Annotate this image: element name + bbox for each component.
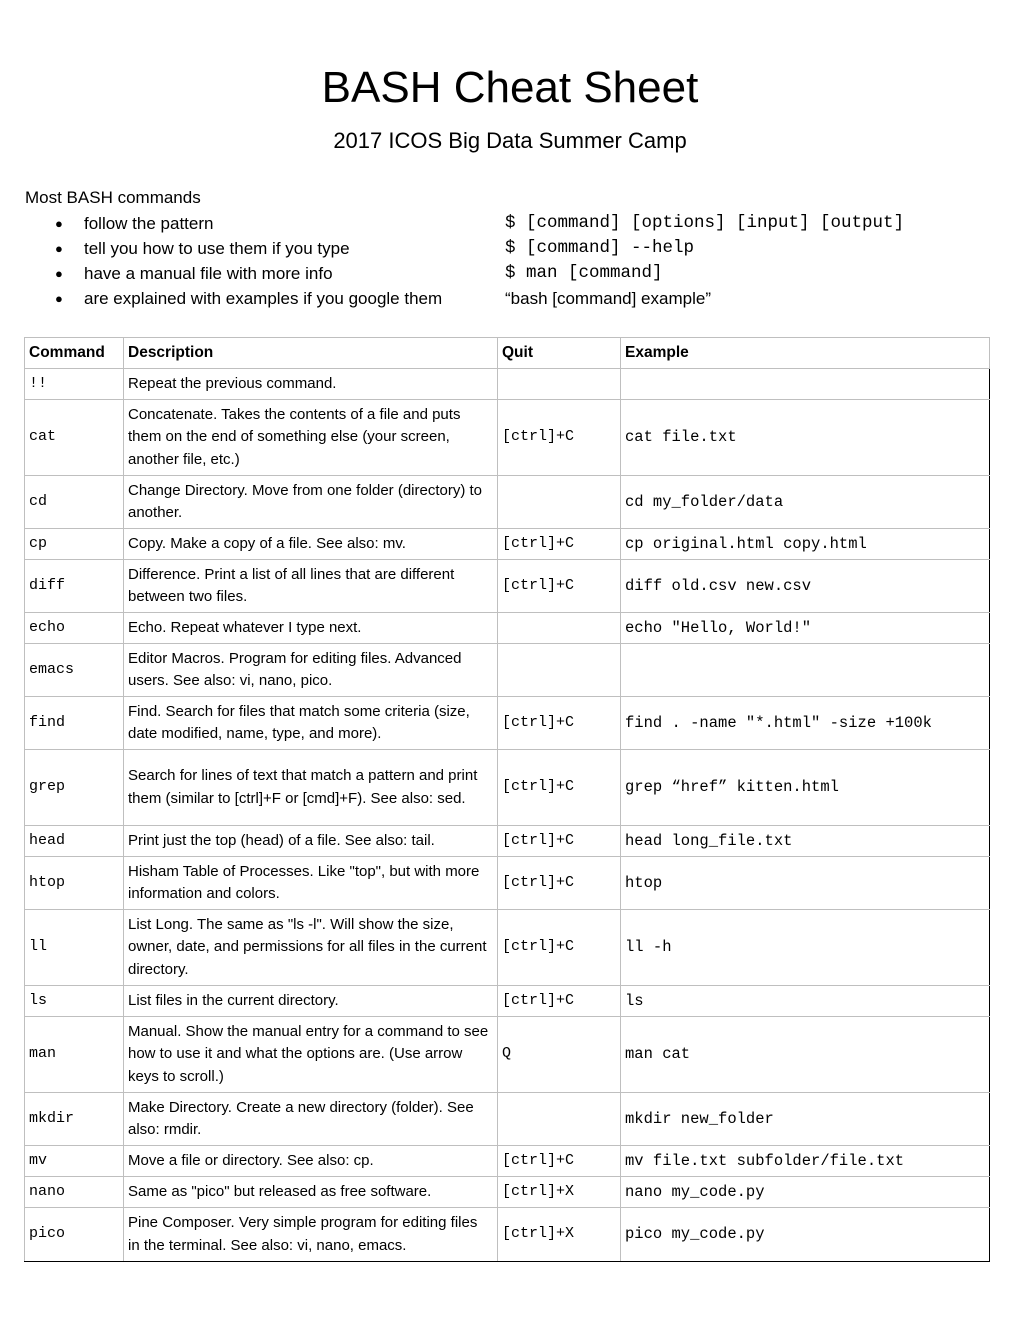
command-cell: nano xyxy=(25,1177,124,1208)
description-cell: Pine Composer. Very simple program for editing files in the terminal. See also: vi, nano, emacs. xyxy=(124,1208,498,1262)
bullet-icon: ● xyxy=(55,216,63,231)
table-row xyxy=(25,529,990,560)
example-cell: ll -h xyxy=(621,910,990,986)
command-cell: !! xyxy=(25,369,124,400)
description-cell: Echo. Repeat whatever I type next. xyxy=(124,613,498,644)
command-cell: pico xyxy=(25,1208,124,1262)
table-row xyxy=(25,857,990,910)
quit-cell xyxy=(498,369,621,400)
quit-cell: Q xyxy=(498,1017,621,1093)
command-cell: diff xyxy=(25,560,124,613)
table-row xyxy=(25,986,990,1017)
intro-item-text: have a manual file with more info xyxy=(84,264,333,283)
example-cell: cd my_folder/data xyxy=(621,476,990,529)
example-cell: echo "Hello, World!" xyxy=(621,613,990,644)
quit-cell: [ctrl]+C xyxy=(498,529,621,560)
command-cell: man xyxy=(25,1017,124,1093)
quit-cell: [ctrl]+X xyxy=(498,1177,621,1208)
intro-item xyxy=(0,211,1020,236)
intro-item-text: follow the pattern xyxy=(84,214,214,233)
example-cell: mkdir new_folder xyxy=(621,1093,990,1146)
description-cell: Move a file or directory. See also: cp. xyxy=(124,1146,498,1177)
command-cell: cat xyxy=(25,400,124,476)
description-cell: Concatenate. Takes the contents of a file and puts them on the end of something else (your screen, another file, etc.) xyxy=(124,400,498,476)
page-title: BASH Cheat Sheet xyxy=(321,63,699,112)
command-cell: mkdir xyxy=(25,1093,124,1146)
command-cell: cd xyxy=(25,476,124,529)
table-row xyxy=(25,910,990,986)
intro-item xyxy=(0,236,1020,261)
example-cell: htop xyxy=(621,857,990,910)
example-cell: diff old.csv new.csv xyxy=(621,560,990,613)
description-cell: Copy. Make a copy of a file. See also: mv. xyxy=(124,529,498,560)
table-row xyxy=(25,1208,990,1262)
description-cell: List files in the current directory. xyxy=(124,986,498,1017)
column-header-description: Description xyxy=(124,338,498,369)
description-cell: List Long. The same as "ls -l". Will show the size, owner, date, and permissions for all files in the current directory. xyxy=(124,910,498,986)
quit-cell: [ctrl]+C xyxy=(498,750,621,826)
quit-cell: [ctrl]+C xyxy=(498,1146,621,1177)
example-cell: cat file.txt xyxy=(621,400,990,476)
table-row xyxy=(25,400,990,476)
command-cell: emacs xyxy=(25,644,124,697)
command-cell: find xyxy=(25,697,124,750)
description-cell: Search for lines of text that match a pattern and print them (similar to [ctrl]+F or [cmd]+F). See also: sed. xyxy=(124,750,498,826)
quit-cell: [ctrl]+C xyxy=(498,986,621,1017)
quit-cell: [ctrl]+C xyxy=(498,560,621,613)
command-cell: cp xyxy=(25,529,124,560)
command-cell: mv xyxy=(25,1146,124,1177)
bullet-icon: ● xyxy=(55,241,63,256)
command-cell: grep xyxy=(25,750,124,826)
intro-heading: Most BASH commands xyxy=(25,188,201,207)
description-cell: Same as "pico" but released as free software. xyxy=(124,1177,498,1208)
intro-item-text: are explained with examples if you google them xyxy=(84,289,443,308)
quit-cell: [ctrl]+C xyxy=(498,400,621,476)
description-cell: Print just the top (head) of a file. See also: tail. xyxy=(124,826,498,857)
example-cell xyxy=(621,369,990,400)
quit-cell: [ctrl]+C xyxy=(498,826,621,857)
table-row xyxy=(25,697,990,750)
command-cell: ll xyxy=(25,910,124,986)
example-cell: pico my_code.py xyxy=(621,1208,990,1262)
table-row xyxy=(25,644,990,697)
quit-cell xyxy=(498,1093,621,1146)
quit-cell: [ctrl]+C xyxy=(498,910,621,986)
table-row xyxy=(25,476,990,529)
quit-cell xyxy=(498,644,621,697)
quit-cell xyxy=(498,476,621,529)
bullet-icon: ● xyxy=(55,266,63,281)
column-header-command: Command xyxy=(25,338,124,369)
table-row xyxy=(25,750,990,826)
intro-item-example: $ [command] --help xyxy=(505,238,695,258)
column-header-example: Example xyxy=(621,338,990,369)
example-cell: find . -name "*.html" -size +100k xyxy=(621,697,990,750)
example-cell xyxy=(621,644,990,697)
table-row xyxy=(25,1017,990,1093)
table-row xyxy=(25,613,990,644)
description-cell: Change Directory. Move from one folder (directory) to another. xyxy=(124,476,498,529)
command-cell: echo xyxy=(25,613,124,644)
commands-table xyxy=(24,337,990,1262)
example-cell: head long_file.txt xyxy=(621,826,990,857)
description-cell: Find. Search for files that match some criteria (size, date modified, name, type, and more). xyxy=(124,697,498,750)
command-cell: ls xyxy=(25,986,124,1017)
example-cell: nano my_code.py xyxy=(621,1177,990,1208)
example-cell: ls xyxy=(621,986,990,1017)
quit-cell: [ctrl]+C xyxy=(498,857,621,910)
command-cell: head xyxy=(25,826,124,857)
description-cell: Manual. Show the manual entry for a command to see how to use it and what the options are. (Use arrow keys to scroll.) xyxy=(124,1017,498,1093)
table-row xyxy=(25,1177,990,1208)
table-row xyxy=(25,1093,990,1146)
intro-item-example: $ [command] [options] [input] [output] xyxy=(505,213,905,233)
intro-item-text: tell you how to use them if you type xyxy=(84,239,350,258)
example-cell: man cat xyxy=(621,1017,990,1093)
table-row xyxy=(25,560,990,613)
description-cell: Editor Macros. Program for editing files. Advanced users. See also: vi, nano, pico. xyxy=(124,644,498,697)
intro-item xyxy=(0,286,1020,311)
description-cell: Difference. Print a list of all lines that are different between two files. xyxy=(124,560,498,613)
quit-cell: [ctrl]+X xyxy=(498,1208,621,1262)
column-header-quit: Quit xyxy=(498,338,621,369)
description-cell: Make Directory. Create a new directory (folder). See also: rmdir. xyxy=(124,1093,498,1146)
command-cell: htop xyxy=(25,857,124,910)
bullet-icon: ● xyxy=(55,291,63,306)
example-cell: grep “href” kitten.html xyxy=(621,750,990,826)
intro-item-example: “bash [command] example” xyxy=(505,289,711,308)
example-cell: cp original.html copy.html xyxy=(621,529,990,560)
table-row xyxy=(25,369,990,400)
quit-cell: [ctrl]+C xyxy=(498,697,621,750)
description-cell: Hisham Table of Processes. Like "top", but with more information and colors. xyxy=(124,857,498,910)
quit-cell xyxy=(498,613,621,644)
intro-item-example: $ man [command] xyxy=(505,263,663,283)
intro-list xyxy=(0,211,1020,311)
description-cell: Repeat the previous command. xyxy=(124,369,498,400)
table-header-row xyxy=(25,338,990,369)
page-subtitle: 2017 ICOS Big Data Summer Camp xyxy=(333,128,687,153)
table-row xyxy=(25,826,990,857)
example-cell: mv file.txt subfolder/file.txt xyxy=(621,1146,990,1177)
intro-item xyxy=(0,261,1020,286)
table-row xyxy=(25,1146,990,1177)
